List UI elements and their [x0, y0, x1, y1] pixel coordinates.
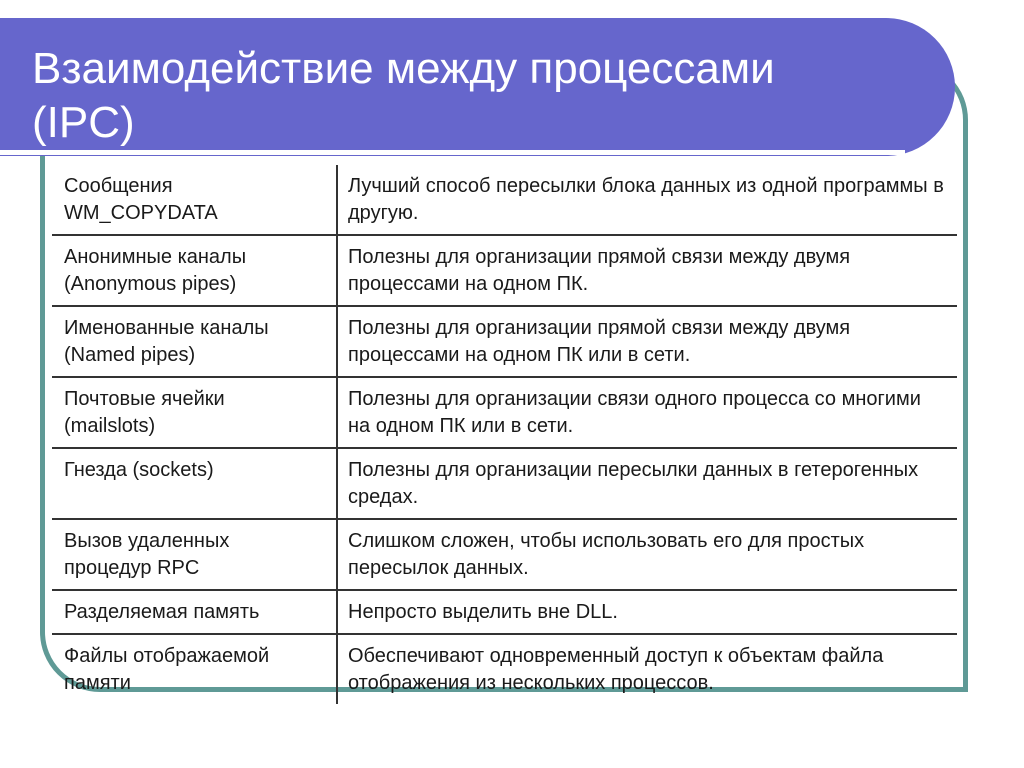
table-row	[52, 377, 957, 448]
description-cell: Непросто выделить вне DLL.	[337, 590, 957, 634]
method-cell: Гнезда (sockets)	[52, 448, 337, 519]
table-row	[52, 448, 957, 519]
table-row	[52, 235, 957, 306]
table-row	[52, 519, 957, 590]
table-row	[52, 634, 957, 704]
description-cell: Полезны для организации связи одного процесса со многими на одном ПК или в сети.	[337, 377, 957, 448]
method-cell: Сообщения WM_COPYDATA	[52, 165, 337, 235]
method-cell: Именованные каналы (Named pipes)	[52, 306, 337, 377]
table-row	[52, 306, 957, 377]
title-bar	[0, 18, 955, 156]
ipc-table	[52, 165, 957, 704]
method-cell: Анонимные каналы (Anonymous pipes)	[52, 235, 337, 306]
description-cell: Полезны для организации прямой связи между двумя процессами на одном ПК или в сети.	[337, 306, 957, 377]
description-cell: Полезны для организации прямой связи между двумя процессами на одном ПК.	[337, 235, 957, 306]
method-cell: Вызов удаленных процедур RPC	[52, 519, 337, 590]
description-cell: Полезны для организации пересылки данных в гетерогенных средах.	[337, 448, 957, 519]
description-cell: Лучший способ пересылки блока данных из одной программы в другую.	[337, 165, 957, 235]
table-row	[52, 590, 957, 634]
table-row	[52, 165, 957, 235]
slide-title: Взаимодействие между процессами (IPC)	[32, 44, 775, 147]
method-cell: Разделяемая память	[52, 590, 337, 634]
method-cell: Почтовые ячейки (mailslots)	[52, 377, 337, 448]
method-cell: Файлы отображаемой памяти	[52, 634, 337, 704]
title-underline	[0, 150, 905, 155]
description-cell: Обеспечивают одновременный доступ к объектам файла отображения из нескольких процессов.	[348, 645, 884, 694]
description-cell: Слишком сложен, чтобы использовать его для простых пересылок данных.	[337, 519, 957, 590]
